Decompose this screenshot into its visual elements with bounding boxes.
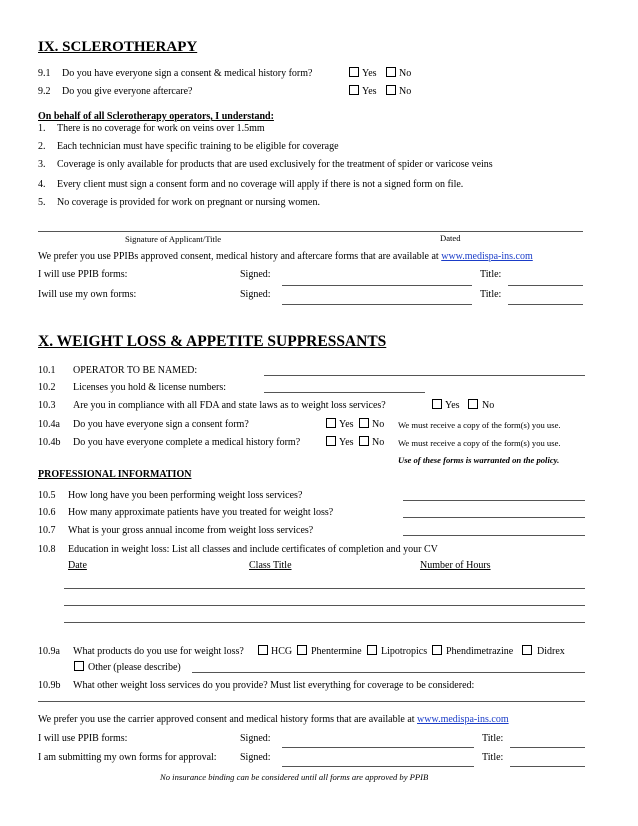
scl-own-title-label: Title: (480, 289, 502, 300)
q9-1-yes-checkbox[interactable] (349, 67, 359, 77)
q10-6-text: How many approximate patients have you treated for weight loss? (68, 507, 334, 518)
scl-item-5-number: 5. (38, 197, 46, 208)
professional-info-heading: PROFESSIONAL INFORMATION (38, 469, 192, 480)
q9-2-yes-label: Yes (362, 86, 377, 97)
q9-2-text: Do you give everyone aftercare? (62, 86, 193, 97)
q10-1-text: OPERATOR TO BE NAMED: (73, 365, 198, 376)
q10-8-text: Education in weight loss: List all classes and include certificates of completion and your CV (68, 544, 438, 555)
q9-1-no-checkbox[interactable] (386, 67, 396, 77)
q9-2-number: 9.2 (38, 86, 51, 97)
phendimetrazine-checkbox[interactable] (432, 645, 442, 655)
q10-7-text: What is your gross annual income from weight loss services? (68, 525, 314, 536)
q10-9b-text: What other weight loss services do you provide? Must list everything for coverage to be considered: (73, 680, 475, 691)
wl-prefer-text: We prefer you use the carrier approved consent and medical history forms that are available at www.medispa-ins.com (38, 714, 509, 725)
q10-9a-text: What products do you use for weight loss? (73, 646, 244, 657)
scl-own-signed-line[interactable] (282, 304, 472, 305)
q10-4b-note: We must receive a copy of the form(s) you use. (398, 438, 561, 448)
other-label: Other (please describe) (88, 662, 181, 673)
other-describe-line[interactable] (192, 672, 585, 673)
q10-7-answer-line[interactable] (403, 535, 585, 536)
licenses-line[interactable] (264, 392, 425, 393)
scl-item-3-number: 3. (38, 159, 46, 170)
q9-1-number: 9.1 (38, 68, 51, 79)
q10-3-yes-checkbox[interactable] (432, 399, 442, 409)
education-line[interactable] (64, 605, 585, 606)
scl-item-1-number: 1. (38, 123, 46, 134)
footer-note: No insurance binding can be considered until all forms are approved by PPIB (160, 772, 429, 782)
wl-own-title-label: Title: (482, 752, 504, 763)
scl-item-2-number: 2. (38, 141, 46, 152)
q10-3-yes-label: Yes (445, 400, 460, 411)
dated-label: Dated (440, 233, 461, 243)
scl-ppib-signed-line[interactable] (282, 285, 472, 286)
q10-4a-no-label: No (372, 419, 385, 430)
wl-own-signed-line[interactable] (282, 766, 474, 767)
q10-1-number: 10.1 (38, 365, 56, 376)
col-header-date: Date (68, 560, 87, 571)
q9-1-text: Do you have everyone sign a consent & medical history form? (62, 68, 313, 79)
scl-item-2-text: Each technician must have specific training to be eligible for coverage (57, 141, 339, 152)
other-services-line[interactable] (38, 701, 585, 702)
q10-6-answer-line[interactable] (403, 517, 585, 518)
q10-4a-text: Do you have everyone sign a consent form? (73, 419, 249, 430)
q10-4a-yes-label: Yes (339, 419, 354, 430)
scl-prefer-text: We prefer you use PPIBs approved consent, medical history and aftercare forms that are available at www.medispa-ins.com (38, 251, 533, 262)
section-title-weight-loss: X. WEIGHT LOSS & APPETITE SUPPRESSANTS (38, 333, 387, 350)
scl-own-title-line[interactable] (508, 304, 583, 305)
q10-9a-number: 10.9a (38, 646, 60, 657)
q10-3-number: 10.3 (38, 400, 56, 411)
wl-own-signed-label: Signed: (240, 752, 271, 763)
scl-item-4-number: 4. (38, 179, 46, 190)
education-line[interactable] (64, 622, 585, 623)
hcg-checkbox[interactable] (258, 645, 268, 655)
q10-5-answer-line[interactable] (403, 500, 585, 501)
wl-ppib-signed-line[interactable] (282, 747, 474, 748)
hcg-label: HCG (271, 646, 293, 657)
q10-4b-no-checkbox[interactable] (359, 436, 369, 446)
wl-ppib-title-label: Title: (482, 733, 504, 744)
medispa-link[interactable]: www.medispa-ins.com (441, 251, 533, 262)
scl-item-1-text: There is no coverage for work on veins over 1.5mm (57, 123, 265, 134)
q10-5-text: How long have you been performing weight loss services? (68, 490, 303, 501)
understand-heading: On behalf of all Sclerotherapy operators, I understand: (38, 111, 274, 122)
education-line[interactable] (64, 588, 585, 589)
col-header-class-title: Class Title (249, 560, 292, 571)
section-title-sclerotherapy: IX. SCLEROTHERAPY (38, 39, 198, 55)
q10-2-number: 10.2 (38, 382, 56, 393)
q10-9b-number: 10.9b (38, 680, 61, 691)
q10-4a-no-checkbox[interactable] (359, 418, 369, 428)
q10-3-text: Are you in compliance with all FDA and state laws as to weight loss services? (73, 400, 386, 411)
wl-ppib-signed-label: Signed: (240, 733, 271, 744)
q10-5-number: 10.5 (38, 490, 56, 501)
operator-name-line[interactable] (264, 375, 585, 376)
signature-label: Signature of Applicant/Title (125, 234, 222, 244)
warranted-note: Use of these forms is warranted on the policy. (398, 455, 560, 465)
other-checkbox[interactable] (74, 661, 84, 671)
scl-use-ppib-label: I will use PPIB forms: (38, 269, 128, 280)
q10-3-no-label: No (482, 400, 495, 411)
medispa-link[interactable]: www.medispa-ins.com (417, 714, 509, 725)
q10-4b-yes-checkbox[interactable] (326, 436, 336, 446)
q10-4a-yes-checkbox[interactable] (326, 418, 336, 428)
scl-item-3-text: Coverage is only available for products that are used exclusively for the treatment of spider or varicose veins (57, 159, 493, 170)
q9-1-no-label: No (399, 68, 412, 79)
wl-use-own-label: I am submitting my own forms for approval: (38, 752, 217, 763)
q10-8-number: 10.8 (38, 544, 56, 555)
q10-6-number: 10.6 (38, 507, 56, 518)
q9-2-no-label: No (399, 86, 412, 97)
signature-line[interactable] (38, 231, 583, 232)
q10-3-no-checkbox[interactable] (468, 399, 478, 409)
wl-ppib-title-line[interactable] (510, 747, 585, 748)
lipotropics-label: Lipotropics (381, 646, 428, 657)
scl-ppib-title-line[interactable] (508, 285, 583, 286)
scl-item-4-text: Every client must sign a consent form and no coverage will apply if there is not a signed form on file. (57, 179, 464, 190)
q9-1-yes-label: Yes (362, 68, 377, 79)
scl-own-signed-label: Signed: (240, 289, 271, 300)
q10-2-text: Licenses you hold & license numbers: (73, 382, 227, 393)
wl-use-ppib-label: I will use PPIB forms: (38, 733, 128, 744)
scl-ppib-title-label: Title: (480, 269, 502, 280)
q10-4b-yes-label: Yes (339, 437, 354, 448)
q10-4a-number: 10.4a (38, 419, 60, 430)
q10-7-number: 10.7 (38, 525, 56, 536)
phentermine-checkbox[interactable] (297, 645, 307, 655)
wl-own-title-line[interactable] (510, 766, 585, 767)
scl-ppib-signed-label: Signed: (240, 269, 271, 280)
phendimetrazine-label: Phendimetrazine (446, 646, 514, 657)
q10-4b-text: Do you have everyone complete a medical history form? (73, 437, 301, 448)
scl-use-own-label: Iwill use my own forms: (38, 289, 137, 300)
q10-4b-no-label: No (372, 437, 385, 448)
q9-2-no-checkbox[interactable] (386, 85, 396, 95)
didrex-checkbox[interactable] (522, 645, 532, 655)
didrex-label: Didrex (537, 646, 565, 657)
scl-item-5-text: No coverage is provided for work on pregnant or nursing women. (57, 197, 320, 208)
col-header-hours: Number of Hours (420, 560, 491, 571)
lipotropics-checkbox[interactable] (367, 645, 377, 655)
q10-4b-number: 10.4b (38, 437, 61, 448)
q10-4a-note: We must receive a copy of the form(s) you use. (398, 420, 561, 430)
q9-2-yes-checkbox[interactable] (349, 85, 359, 95)
phentermine-label: Phentermine (311, 646, 362, 657)
